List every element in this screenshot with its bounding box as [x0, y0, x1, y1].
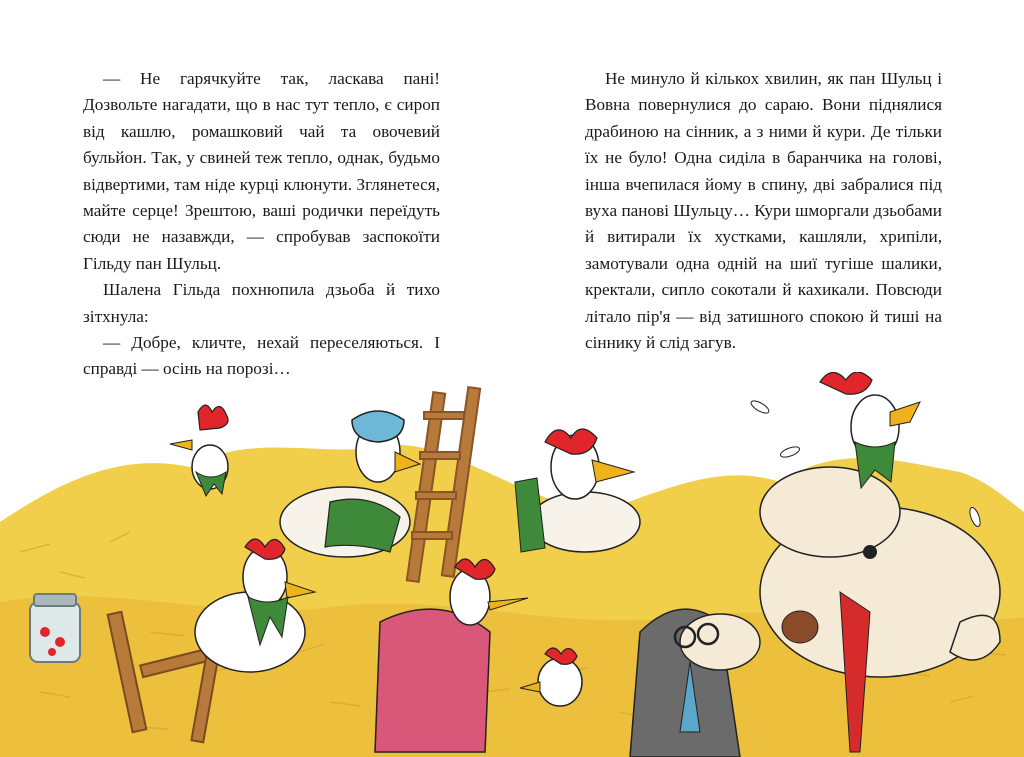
chicken-beak-open [515, 429, 640, 552]
hayloft-illustration [0, 372, 1024, 757]
right-page-text [585, 66, 942, 356]
paragraph: — Добре, кличте, нехай переселяються. І справді — осінь на порозі… [83, 333, 440, 379]
paragraph: Не минуло й кількох хвилин, як пан Шульц і Вовна повернулися до сараю. Вони піднялися драбиною на сінник, а з ними й кури. Де тільки їх не було! Одна сиділа в баранчика на голові, інша вчепилася йому в спину, дві забралися під вуха панові Шульцу… Кури шморгали дзьобами й витирали їх хустками, кашляли, хрипіли, замотували одна одній на шиї тугіше шалики, кректали, сипло сокотали й кахикали. Повсюди літало пір'я — від затишного спокою й тиші на сіннику й слід загув. [585, 69, 942, 353]
paragraph: Шалена Гільда похнюпила дзьоба й тихо зітхнула: [83, 280, 440, 326]
left-page-text [83, 66, 440, 383]
paragraph: — Не гарячкуйте так, ласкава пані! Дозвольте нагадати, що в нас тут тепло, є сироп від кашлю, ромашковий чай та овочевий бульйон. Так, у свиней теж тепло, однак, будьмо відвертими, там ніде курці клюнути. Зглянетеся, майте серце! Зрештою, ваші родички переїдуть сюди не назавжди, — спробував заспокоїти Гільду пан Шульц. [83, 69, 440, 273]
jar [30, 594, 80, 662]
